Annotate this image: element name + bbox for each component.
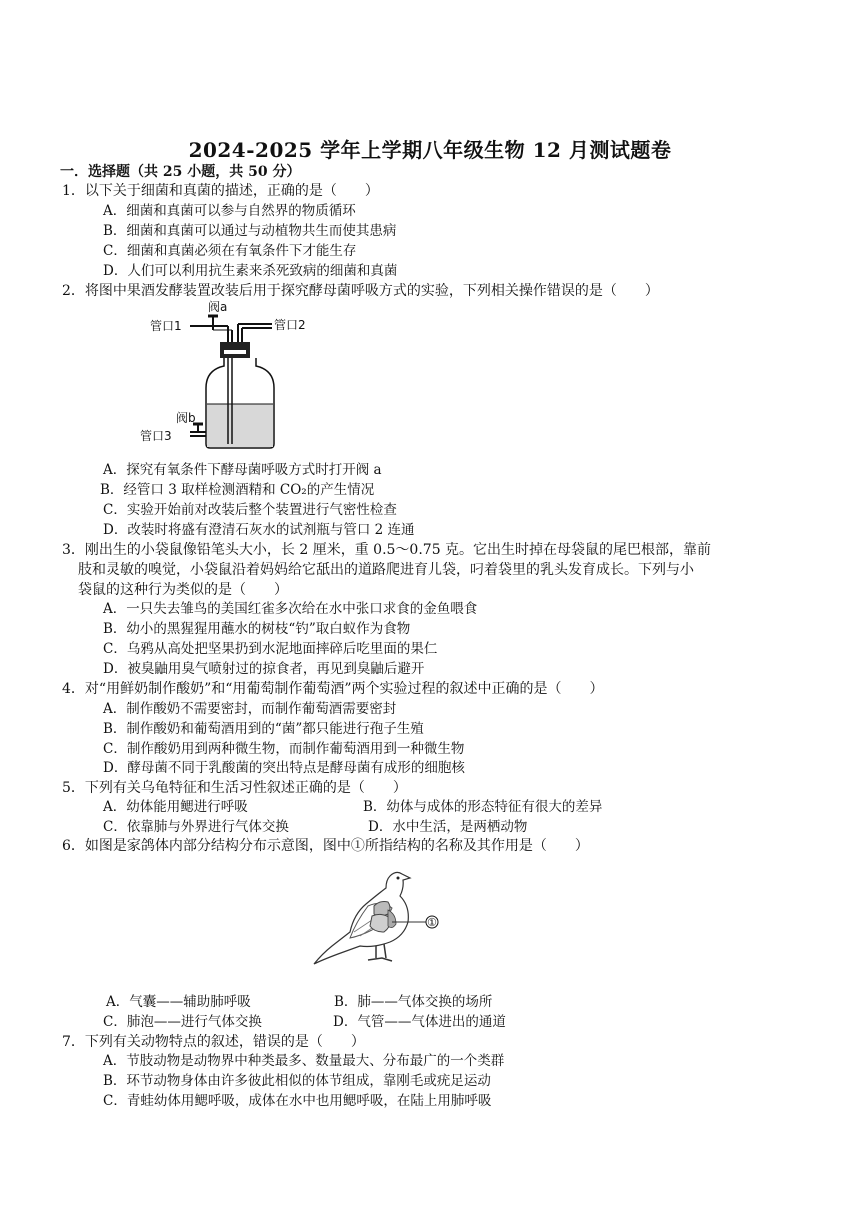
pigeon-anatomy-figure: [310, 866, 460, 970]
question-3-option-d: D．被臭鼬用臭气喷射过的掠食者，再见到臭鼬后避开: [103, 661, 425, 677]
section-heading: 一．选择题（共 25 小题，共 50 分）: [60, 164, 301, 180]
question-4-option-d: D．酵母菌不同于乳酸菌的突出特点是酵母菌有成形的细胞核: [103, 760, 465, 776]
question-4-option-b: B．制作酸奶和葡萄酒用到的“菌”都只能进行孢子生殖: [103, 721, 424, 737]
question-2-option-a: A．探究有氧条件下酵母菌呼吸方式时打开阀 a: [103, 462, 382, 478]
question-3-option-a: A．一只失去雏鸟的美国红雀多次给在水中张口求食的金鱼喂食: [103, 601, 478, 617]
question-7-option-a: A．节肢动物是动物界中种类最多、数量最大、分布最广的一个类群: [103, 1053, 505, 1069]
question-3-option-c: C．乌鸦从高处把坚果扔到水泥地面摔碎后吃里面的果仁: [103, 641, 438, 657]
label-port-3: 管口3: [140, 429, 172, 443]
question-2-option-b: B．经管口 3 取样检测酒精和 CO₂的产生情况: [100, 482, 375, 498]
question-4-option-c: C．制作酸奶用到两种微生物，而制作葡萄酒用到一种微生物: [103, 741, 465, 757]
label-valve-b: 阀b: [176, 411, 196, 425]
question-1-option-d: D．人们可以利用抗生素来杀死致病的细菌和真菌: [103, 263, 398, 279]
question-5-option-c: C．依靠肺与外界进行气体交换: [103, 819, 289, 835]
question-1-option-c: C．细菌和真菌必须在有氧条件下才能生存: [103, 243, 357, 259]
question-6-stem: 6．如图是家鸽体内部分结构分布示意图，图中①所指结构的名称及其作用是（ ）: [62, 838, 589, 854]
question-4-stem: 4．对“用鲜奶制作酸奶”和“用葡萄制作葡萄酒”两个实验过程的叙述中正确的是（ ）: [62, 681, 604, 697]
question-7-stem: 7．下列有关动物特点的叙述，错误的是（ ）: [62, 1034, 365, 1050]
question-3-stem-line-3: 袋鼠的这种行为类似的是（ ）: [78, 582, 288, 598]
fermentation-apparatus-figure: [140, 298, 320, 454]
question-1-stem: 1．以下关于细菌和真菌的描述，正确的是（ ）: [62, 183, 379, 199]
page-title: 2024-2025 学年上学期八年级生物 12 月测试题卷: [188, 138, 672, 162]
question-2-option-d: D．改装时将盛有澄清石灰水的试剂瓶与管口 2 连通: [103, 522, 415, 538]
question-6-option-a: A．气囊——辅助肺呼吸: [106, 994, 251, 1010]
question-5-option-d: D．水中生活，是两栖动物: [368, 819, 528, 835]
question-5-option-a: A．幼体能用鳃进行呼吸: [103, 799, 248, 815]
question-7-option-c: C．青蛙幼体用鳃呼吸，成体在水中也用鳃呼吸，在陆上用肺呼吸: [103, 1093, 492, 1109]
question-1-option-a: A．细菌和真菌可以参与自然界的物质循环: [103, 203, 356, 219]
question-2-option-c: C．实验开始前对改装后整个装置进行气密性检查: [103, 502, 397, 518]
question-5-stem: 5．下列有关乌龟特征和生活习性叙述正确的是（ ）: [62, 780, 407, 796]
question-3-stem-line-1: 3．刚出生的小袋鼠像铅笔头大小，长 2 厘米，重 0.5～0.75 克。它出生时掉在母袋鼠的尾巴根部，靠前: [62, 542, 712, 558]
question-1-option-b: B．细菌和真菌可以通过与动植物共生而使其患病: [103, 223, 397, 239]
question-6-option-c: C．肺泡——进行气体交换: [103, 1014, 262, 1030]
question-6-option-d: D．气管——气体进出的通道: [333, 1014, 506, 1030]
question-2-stem: 2．将图中果酒发酵装置改装后用于探究酵母菌呼吸方式的实验，下列相关操作错误的是（ ）: [62, 283, 659, 299]
label-port-2: 管口2: [274, 318, 306, 332]
question-3-option-b: B．幼小的黑猩猩用蘸水的树枝“钓”取白蚁作为食物: [103, 621, 411, 637]
label-valve-a: 阀a: [208, 300, 228, 314]
question-5-option-b: B．幼体与成体的形态特征有很大的差异: [363, 799, 603, 815]
question-4-option-a: A．制作酸奶不需要密封，而制作葡萄酒需要密封: [103, 701, 397, 717]
pointer-marker-1: ①: [427, 916, 437, 929]
question-6-option-b: B．肺——气体交换的场所: [334, 994, 493, 1010]
question-7-option-b: B．环节动物身体由许多彼此相似的体节组成，靠刚毛或疣足运动: [103, 1073, 491, 1089]
question-3-stem-line-2: 肢和灵敏的嗅觉，小袋鼠沿着妈妈给它舐出的道路爬进育儿袋，叼着袋里的乳头发育成长。下列与小: [78, 562, 694, 578]
label-port-1: 管口1: [150, 319, 182, 333]
